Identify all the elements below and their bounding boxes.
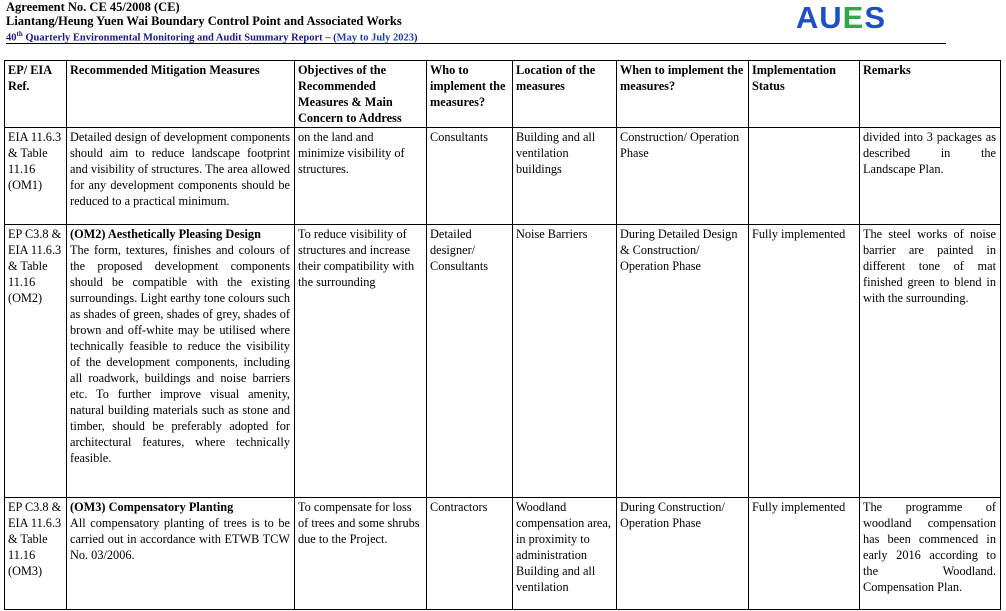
report-title-text: Quarterly Environmental Monitoring and Audit Summary Report – ( — [22, 32, 337, 44]
measure-text: All compensatory planting of trees is to be carried out in accordance with ETWB TCW No. 03/2006. — [70, 516, 290, 562]
report-header — [6, 0, 946, 44]
column-header-when: When to implement the measures? — [617, 61, 749, 128]
column-header-location: Location of the measures — [513, 61, 617, 128]
cell-when: Construction/ Operation Phase — [617, 128, 749, 225]
cell-who: Detailed designer/ Consultants — [427, 225, 513, 498]
cell-when: During Detailed Design & Construction/ Operation Phase — [617, 225, 749, 498]
measure-title: (OM2) Aesthetically Pleasing Design — [70, 227, 261, 241]
column-header-remarks: Remarks — [860, 61, 1001, 128]
mitigation-measures-table — [4, 60, 1001, 610]
measure-text: The form, textures, finishes and colours of the proposed development components should be compatible with the existing surroundings. Light earthy tone colours such as shades of green, shades of grey, shades of brown and off-white may be utilised where technically feasible to reduce the visibility of the development components, including all roadwork, buildings and noise barriers etc. To further improve visual amenity, natural building materials such as stone and timber, should be preferably adopted for architectural features, where technically feasible. — [70, 243, 290, 465]
column-header-objectives: Objectives of the Recommended Measures & Main Concern to Address — [295, 61, 427, 128]
cell-status: Fully implemented — [749, 498, 860, 610]
cell-remarks: The steel works of noise barrier are painted in different tone of mat finished green to blend in with the surrounding. — [860, 225, 1001, 498]
cell-who: Consultants — [427, 128, 513, 225]
cell-ref: EIA 11.6.3 & Table 11.16 (OM1) — [5, 128, 67, 225]
cell-objective: on the land and minimize visibility of structures. — [295, 128, 427, 225]
aues-logo: AUES — [795, 0, 886, 35]
report-period: May to July 2023 — [336, 32, 414, 44]
report-title-close: ) — [413, 32, 418, 44]
project-title: Liantang/Heung Yuen Wai Boundary Control Point and Associated Works — [6, 14, 402, 28]
cell-remarks: The programme of woodland compensation has been commenced in early 2016 according to the Woodland. Compensation Plan. — [860, 498, 1001, 610]
column-header-status: Implementation Status — [749, 61, 860, 128]
report-ordinal: 40 — [6, 32, 17, 44]
cell-measure — [67, 498, 295, 610]
table-header-row — [5, 61, 1001, 128]
cell-objective: To compensate for loss of trees and some shrubs due to the Project. — [295, 498, 427, 610]
cell-remarks: divided into 3 packages as described in the Landscape Plan. — [860, 128, 1001, 225]
cell-status — [749, 128, 860, 225]
cell-ref: EP C3.8 & EIA 11.6.3 & Table 11.16 (OM2) — [5, 225, 67, 498]
cell-location: Building and all ventilation buildings — [513, 128, 617, 225]
column-header-ref: EP/ EIA Ref. — [5, 61, 67, 128]
cell-who: Contractors — [427, 498, 513, 610]
agreement-number: Agreement No. CE 45/2008 (CE) — [6, 0, 180, 14]
cell-location: Woodland compensation area, in proximity to administration Building and all ventilation — [513, 498, 617, 610]
cell-location: Noise Barriers — [513, 225, 617, 498]
cell-measure — [67, 225, 295, 498]
column-header-measures: Recommended Mitigation Measures — [67, 61, 295, 128]
table-row — [5, 128, 1001, 225]
cell-ref: EP C3.8 & EIA 11.6.3 & Table 11.16 (OM3) — [5, 498, 67, 610]
cell-status: Fully implemented — [749, 225, 860, 498]
report-ordinal-suffix: th — [16, 30, 23, 38]
cell-measure: Detailed design of development components should aim to reduce landscape footprint and visibility of structures. The area allowed for any development components should be reduced to a practical minimum. — [67, 128, 295, 225]
column-header-who: Who to implement the measures? — [427, 61, 513, 128]
table-row — [5, 225, 1001, 498]
cell-objective: To reduce visibility of structures and increase their compatibility with the surrounding — [295, 225, 427, 498]
cell-when: During Construction/ Operation Phase — [617, 498, 749, 610]
table-row — [5, 498, 1001, 610]
measure-title: (OM3) Compensatory Planting — [70, 500, 234, 514]
